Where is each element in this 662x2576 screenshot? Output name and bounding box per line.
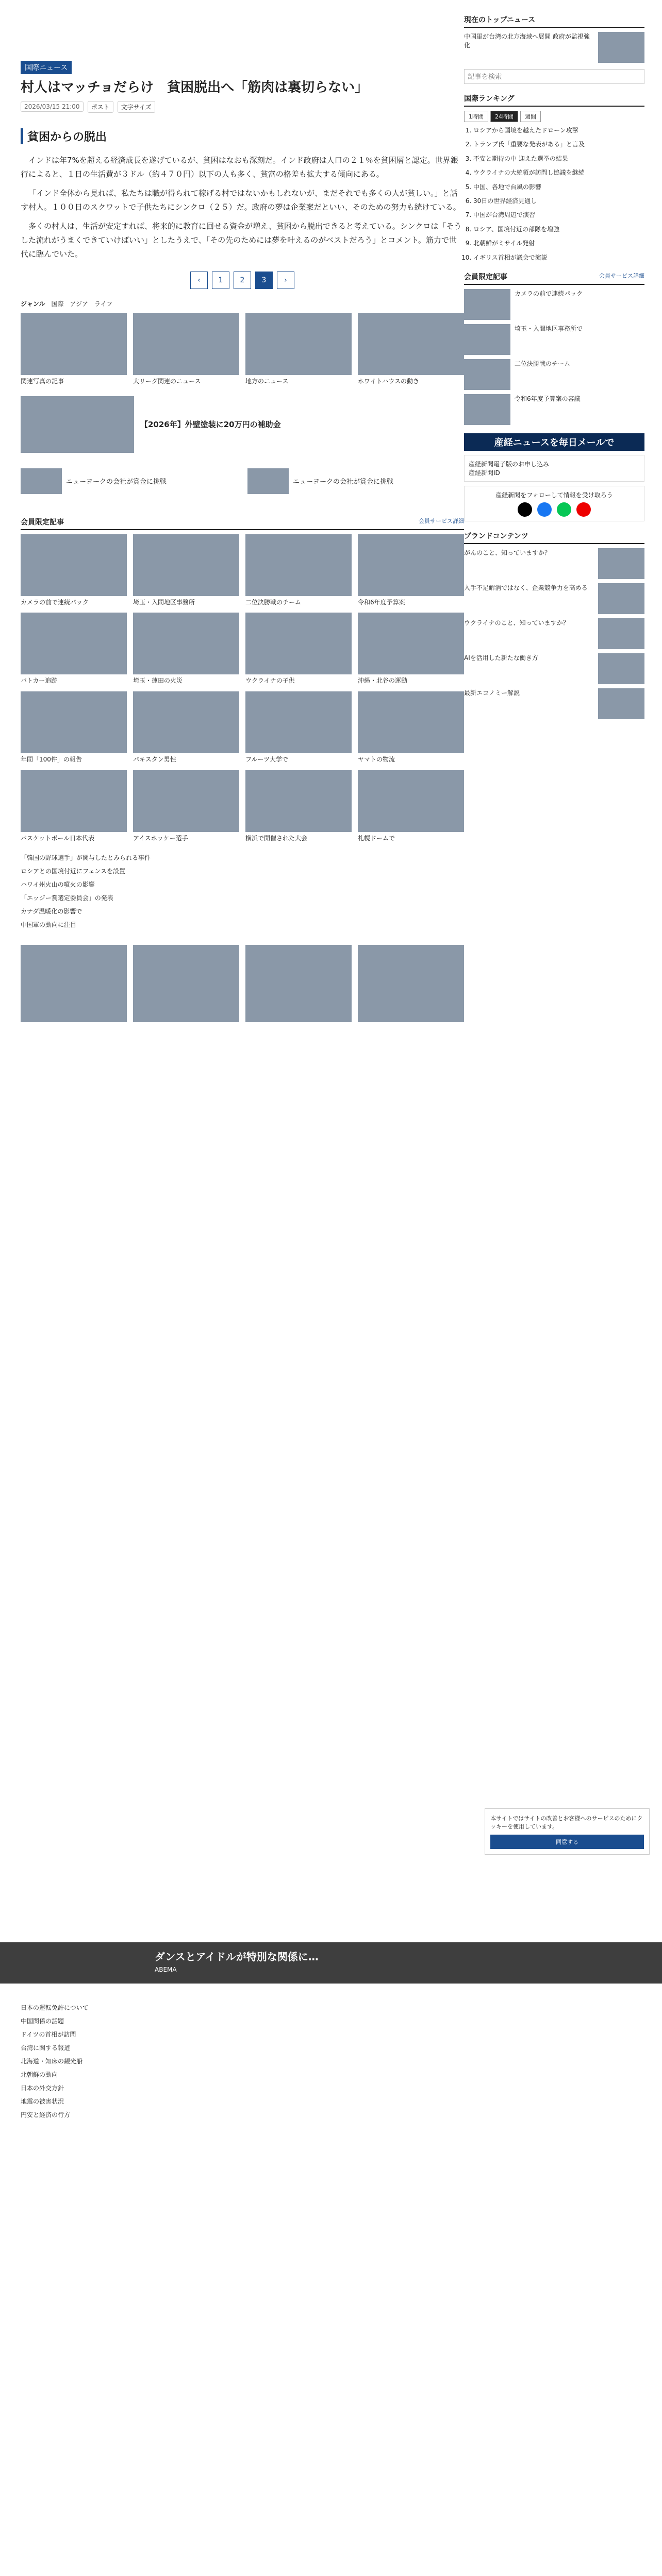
photo — [133, 770, 239, 832]
photo — [358, 534, 464, 596]
search-input[interactable] — [464, 69, 644, 84]
member-card[interactable] — [133, 534, 239, 607]
brand-title: がんのこと、知っていますか？ — [464, 549, 551, 556]
brand-item[interactable] — [464, 653, 644, 684]
ranking-item[interactable]: 6. 30日の世界経済見通し — [473, 197, 644, 206]
photo — [133, 691, 239, 753]
ranking-item[interactable]: 4. ウクライナの大統領が訪問し協議を継続 — [473, 168, 644, 177]
brand-title: 最新エコノミー解説 — [464, 689, 520, 697]
brand-header: ブランドコンテンツ — [464, 529, 644, 544]
ranking-item[interactable]: 3. 不安と期待の中 迎えた選挙の結果 — [473, 155, 644, 163]
ranking-item[interactable]: 2. トランプ氏「重要な発表がある」と言及 — [473, 140, 644, 149]
brand-item[interactable] — [464, 548, 644, 579]
side-member-title: 二位決勝戦のチーム — [515, 360, 571, 367]
photo — [598, 653, 644, 684]
side-member-item[interactable] — [464, 394, 644, 425]
news-item[interactable]: 「韓国の野球選手」が関与したとみられる事件 — [21, 854, 151, 861]
tag-link[interactable]: アジア — [70, 300, 89, 308]
video-banner[interactable]: ダンスとアイドルが特別な関係に… ABEMA — [0, 1942, 662, 1984]
lower-item[interactable]: 中国関係の話題 — [21, 2018, 64, 2025]
member-caption: ウクライナの子供 — [245, 677, 295, 685]
photo — [598, 583, 644, 614]
photo — [245, 770, 352, 832]
side-member-title: 埼玉・入間地区事務所で — [515, 325, 583, 332]
photo-grid — [21, 945, 464, 1022]
article-body — [21, 154, 464, 261]
youtube-icon[interactable] — [576, 502, 591, 517]
ranking-item[interactable]: 5. 中国、各地で台風の影響 — [473, 183, 644, 192]
photo — [358, 691, 464, 753]
ranking-item[interactable]: 8. ロシア、国境付近の部隊を増強 — [473, 225, 644, 234]
member-caption: 令和6年度予算案 — [358, 598, 405, 606]
member-card[interactable] — [21, 770, 127, 843]
main-column — [21, 61, 464, 1022]
tab-24h[interactable]: 24時間 — [490, 111, 518, 122]
feature-title: 【2026年】外壁塗装に20万円の補助金 — [140, 420, 281, 430]
member-card[interactable] — [358, 770, 464, 843]
brand-list — [464, 548, 644, 719]
related-photos — [21, 313, 464, 386]
side-member-title: カメラの前で連続パック — [515, 290, 583, 297]
paragraph: 多くの村人は、生活が安定すれば、将来的に教育に回せる資金が増え、貧困から脱出できると考えている。シンクロは「そうした流れがうまくできていけばいい」としたうえで、「その先のためには夢を叶えるのがベストだろう」とコメント。筋力で世代に臨んでいた。 — [21, 221, 462, 259]
photo — [245, 313, 352, 375]
mid-ad[interactable]: ニューヨークの会社が賞金に挑戦 — [247, 468, 464, 494]
member-caption: 埼玉・入間地区事務所 — [133, 598, 195, 606]
ranking-item[interactable]: 7. 中国が台湾周辺で演習 — [473, 211, 644, 219]
lower-item[interactable]: 台湾に関する報道 — [21, 2044, 71, 2052]
brand-title: AIを活用した新たな働き方 — [464, 654, 538, 662]
brand-item[interactable] — [464, 688, 644, 719]
photo — [598, 688, 644, 719]
member-caption: アイスホッケー選手 — [133, 834, 188, 842]
section-heading: 貧困からの脱出 — [21, 128, 464, 144]
lower-item[interactable]: 地震の被害状況 — [21, 2098, 64, 2105]
tag-link[interactable]: ライフ — [94, 300, 113, 308]
member-card[interactable] — [245, 613, 352, 685]
news-item[interactable]: 中国軍の動向に注目 — [21, 921, 77, 928]
member-caption: 埼玉・蓮田の火災 — [133, 677, 183, 685]
paragraph: 「インド全体から見れば、私たちは職が得られて稼げる村ではないかもしれないが、まだそれでも多くの人が貧しい。」と話す村人。１００日のスクワットで子供たちにシンクロ（２５）だ。政府の夢は企業案だといい、そのための努力も続けている。 — [21, 188, 461, 212]
photo — [21, 770, 127, 832]
photo — [133, 313, 239, 375]
page-1-button[interactable]: 1 — [212, 272, 229, 289]
cookie-dialog: 本サイトではサイトの改善とお客様へのサービスのためにクッキーを使用しています。 同意する — [485, 1808, 650, 1855]
photo — [21, 691, 127, 753]
member-caption: ヤマトの物流 — [358, 756, 395, 764]
x-share-button[interactable]: ポスト — [88, 101, 113, 113]
top-news-item[interactable]: 中国軍が台湾の北方海域へ展開 政府が監視強化 — [464, 32, 644, 63]
side-member-header: 会員限定記事 会員サービス詳細 — [464, 269, 644, 285]
photo — [21, 313, 127, 375]
member-caption: フルーツ大学で — [245, 756, 289, 764]
member-more-link[interactable]: 会員サービス詳細 — [419, 517, 464, 524]
mid-ads — [21, 468, 464, 494]
member-grid — [21, 534, 464, 843]
member-caption: パトカー追跡 — [21, 677, 58, 685]
share-bar — [21, 101, 464, 113]
ranking-item[interactable]: 10. イギリス首相が議会で演説 — [473, 253, 644, 262]
member-caption: 二位決勝戦のチーム — [245, 598, 302, 606]
feature-ad[interactable] — [21, 396, 464, 453]
lower-item[interactable]: 日本の運転免許について — [21, 2004, 89, 2011]
photo — [464, 324, 510, 355]
tab-week[interactable]: 週間 — [520, 111, 541, 122]
member-caption: カメラの前で連続パック — [21, 598, 89, 606]
member-card[interactable] — [245, 534, 352, 607]
member-card[interactable] — [133, 691, 239, 764]
brand-title: ウクライナのこと、知っていますか？ — [464, 619, 569, 626]
prev-page-button[interactable]: ‹ — [190, 272, 208, 289]
photo — [21, 534, 127, 596]
brand-title: 入手不足解消ではなく、企業競争力を高める — [464, 584, 588, 591]
photo — [464, 359, 510, 390]
member-card[interactable] — [133, 770, 239, 843]
lower-item[interactable]: 日本の外交方針 — [21, 2084, 64, 2092]
photo — [245, 613, 352, 674]
sidebar — [464, 5, 644, 723]
member-section-header: 会員限定記事 会員サービス詳細 — [21, 515, 464, 530]
member-caption: 横浜で開催された大会 — [245, 834, 308, 842]
lower-list — [21, 1999, 464, 2124]
ranking-header: 国際ランキング — [464, 91, 644, 107]
tags-label: ジャンル — [21, 300, 45, 308]
side-member-title: 令和6年度予算案の審議 — [515, 395, 581, 402]
photo — [245, 691, 352, 753]
member-card[interactable] — [21, 613, 127, 685]
related-card[interactable]: 大リーグ関連のニュース — [133, 313, 239, 386]
member-caption: 年間「100件」の報告 — [21, 756, 82, 764]
link[interactable]: 産経新聞電子版のお申し込み — [469, 460, 550, 468]
article-date: 2026/03/15 21:00 — [21, 101, 84, 112]
links-box — [464, 455, 644, 482]
line-icon[interactable] — [557, 502, 571, 517]
member-card[interactable] — [21, 691, 127, 764]
related-card[interactable]: 地方のニュース — [245, 313, 352, 386]
photo — [464, 289, 510, 320]
page-2-button[interactable]: 2 — [234, 272, 251, 289]
member-card[interactable] — [358, 691, 464, 764]
photo — [464, 394, 510, 425]
photo — [598, 618, 644, 649]
photo — [358, 770, 464, 832]
tab-1h[interactable]: 1時間 — [464, 111, 488, 122]
news-list — [21, 853, 464, 929]
facebook-icon[interactable] — [537, 502, 552, 517]
news-item[interactable]: 「エッジー賞選定委員会」の発表 — [21, 894, 113, 902]
paragraph: インドは年7%を超える経済成長を遂げているが、貧困はなおも深刻だ。インド政府は人口の２１％を貧困層と認定。世界銀行によると、１日の生活費が３ドル（約４７０円）以下の人も多く、貧富の格差も拡大する傾向にある。 — [21, 155, 458, 179]
top-news-header: 現在のトップニュース — [464, 12, 644, 28]
tag-row — [21, 299, 464, 308]
member-card[interactable] — [133, 613, 239, 685]
news-item[interactable]: ロシアとの国境付近にフェンスを設置 — [21, 867, 126, 875]
member-caption: 札幌ドームで — [358, 834, 395, 842]
photo — [133, 534, 239, 596]
ranking-tabs — [464, 111, 644, 122]
lower-item[interactable]: 北朝鮮の動向 — [21, 2071, 58, 2078]
ranking-list — [464, 126, 644, 262]
lower-item[interactable]: ドイツの首相が訪問 — [21, 2031, 76, 2038]
newsletter-banner[interactable]: 産経ニュースを毎日メールで — [464, 433, 644, 451]
photo — [245, 534, 352, 596]
mid-ad[interactable]: ニューヨークの会社が賞金に挑戦 — [21, 468, 237, 494]
side-member-list — [464, 289, 644, 425]
cookie-accept-button[interactable]: 同意する — [490, 1835, 644, 1849]
news-item[interactable]: ハワイ州火山の噴火の影響 — [21, 880, 95, 888]
font-size-button[interactable]: 文字サイズ — [118, 101, 155, 113]
photo — [358, 313, 464, 375]
photo — [21, 613, 127, 674]
tag-link[interactable]: 国際 — [51, 300, 64, 308]
side-member-item[interactable] — [464, 359, 644, 390]
side-member-item[interactable] — [464, 324, 644, 355]
news-item[interactable]: カナダ温暖化の影響で — [21, 907, 82, 915]
feature-image — [21, 396, 134, 453]
brand-item[interactable] — [464, 618, 644, 649]
member-caption: 沖縄・北谷の運動 — [358, 677, 408, 685]
lower-item[interactable]: 円安と経済の行方 — [21, 2111, 71, 2119]
lower-item[interactable]: 北海道・知床の観光船 — [21, 2058, 83, 2065]
pagination — [21, 272, 464, 289]
ranking-item[interactable]: 9. 北朝鮮がミサイル発射 — [473, 239, 644, 248]
side-member-item[interactable] — [464, 289, 644, 320]
article-title: 村人はマッチョだらけ 貧困脱出へ「筋肉は裏切らない」 — [21, 80, 369, 95]
ranking-item[interactable]: 1. ロシアから国境を越えたドローン攻撃 — [473, 126, 644, 135]
brand-item[interactable] — [464, 583, 644, 614]
member-card[interactable] — [21, 534, 127, 607]
member-caption: バスケットボール日本代表 — [21, 834, 95, 842]
page-3-button[interactable]: 3 — [255, 272, 273, 289]
member-card[interactable] — [245, 691, 352, 764]
member-card[interactable] — [245, 770, 352, 843]
photo — [598, 548, 644, 579]
next-page-button[interactable]: › — [277, 272, 294, 289]
related-card[interactable]: ホワイトハウスの動き — [358, 313, 464, 386]
related-card[interactable]: 関連写真の記事 — [21, 313, 127, 386]
member-card[interactable] — [358, 613, 464, 685]
x-icon[interactable] — [518, 502, 532, 517]
photo — [133, 613, 239, 674]
category-badge[interactable]: 国際ニュース — [21, 61, 72, 74]
member-card[interactable] — [358, 534, 464, 607]
member-caption: パキスタン男性 — [133, 756, 176, 764]
link[interactable]: 産経新聞ID — [469, 469, 500, 477]
follow-box: 産経新聞をフォローして情報を受け取ろう — [464, 486, 644, 521]
photo — [358, 613, 464, 674]
